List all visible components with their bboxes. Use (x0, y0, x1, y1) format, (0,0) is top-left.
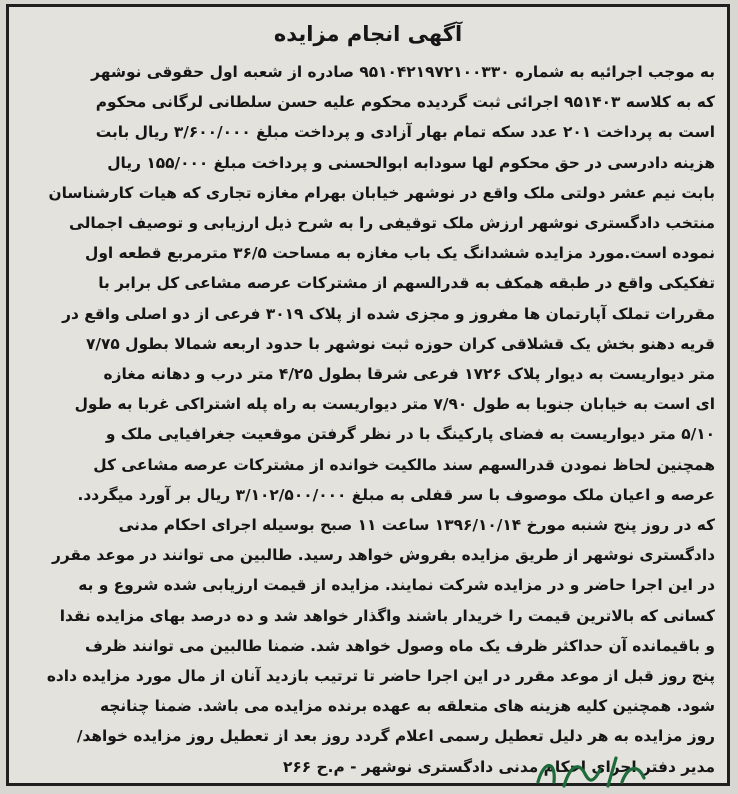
notice-line: روز مزایده به هر دلیل تعطیل رسمی اعلام گردد روز بعد از تعطیل روز مزایده خواهد/ (76, 727, 715, 746)
notice-line: همچنین لحاظ نمودن قدرالسهم سند مالکیت خوانده از مشترکات عرصه مشاعی کل (93, 455, 715, 474)
notice-line: است به پرداخت ۲۰۱ عدد سکه تمام بهار آزادی و پرداخت مبلغ ۳/۶۰۰/۰۰۰ ریال بابت (95, 123, 715, 142)
notice-body (21, 57, 715, 752)
notice-line: و باقیمانده آن حداکثر ظرف یک ماه وصول خواهد شد. ضمنا طالبین می توانند ظرف (84, 636, 715, 655)
notice-line: ۵/۱۰ متر دیواریست به فضای پارکینگ با در نظر گرفتن موقعیت جغرافیایی ملک و (105, 425, 715, 444)
notice-line: عرصه و اعیان ملک موصوف با سر قفلی به مبلغ ۳/۱۰۲/۵۰۰/۰۰۰ ریال بر آورد میگردد. (77, 485, 715, 504)
notice-line: که به کلاسه ۹۵۱۴۰۳ اجرائی ثبت گردیده محکوم علیه حسن سلطانی لرگانی محکوم (95, 93, 715, 112)
notice-line: به موجب اجرائیه به شماره ۹۵۱۰۴۲۱۹۷۲۱۰۰۳۳۰ صادره از شعبه اول حقوقی نوشهر (91, 63, 715, 81)
notice-line: پنج روز قبل از موعد مقرر در این اجرا حاضر تا ترتیب بازدید آنان از مال مورد مزایده داده (46, 667, 715, 686)
notice-signature: مدیر دفتر اجرای احکام مدنی دادگستری نوشهر - م.ح ۲۶۶ (282, 757, 715, 776)
notice-line: منتخب دادگستری نوشهر ارزش ملک توقیفی را به شرح ذیل ارزیابی و توصیف اجمالی (69, 214, 715, 233)
notice-line: مقررات تملک آپارتمان ها مفروز و مجزی شده از پلاک ۳۰۱۹ فرعی از دو اصلی واقع در (62, 304, 715, 323)
notice-line: در این اجرا حاضر و در مزایده شرکت نمایند. مزایده از قیمت ارزیابی شده شروع و به (78, 576, 715, 595)
notice-line: کسانی که بالاترین قیمت را خریدار باشند واگذار خواهد شد و ده درصد بهای مزایده نقدا (59, 606, 715, 625)
notice-line: تفکیکی واقع در طبقه همکف به قدرالسهم از مشترکات عرصه مشاعی کل برابر با (98, 274, 715, 293)
notice-line: قریه دهنو بخش یک قشلاقی کران حوزه ثبت نوشهر با حدود اربعه شمالا بطول ۷/۷۵ (85, 334, 715, 353)
notice-line: متر دیواریست به دیوار پلاک ۱۷۲۶ فرعی شرقا بطول ۴/۲۵ متر درب و دهانه مغازه (103, 365, 715, 384)
notice-line: هزینه دادرسی در حق محکوم لها سودابه ابوالحسنی و پرداخت مبلغ ۱۵۵/۰۰۰ ریال (107, 153, 715, 172)
handwritten-mark-icon (530, 752, 650, 792)
notice-line: ای است به خیابان جنوبا به طول ۷/۹۰ متر دیواریست به راه پله اشتراکی غربا به طول (74, 395, 715, 414)
notice-line: دادگستری نوشهر از طریق مزایده بفروش خواهد رسید. طالبین می توانند در موعد مقرر (51, 546, 715, 565)
notice-line: شود. همچنین کلیه هزینه های متعلقه به عهده برنده مزایده می باشد. ضمنا چنانچه (99, 697, 715, 716)
notice-line: که در روز پنج شنبه مورخ ۱۳۹۶/۱۰/۱۴ ساعت ۱۱ صبح بوسیله اجرای احکام مدنی (118, 516, 715, 535)
notice-line: نموده است.مورد مزایده ششدانگ یک باب مغازه به مساحت ۳۶/۵ مترمربع قطعه اول (84, 244, 715, 263)
notice-line: بابت نیم عشر دولتی ملک واقع در نوشهر خیابان بهرام مغازه تجاری که هیات کارشناسان (48, 183, 715, 202)
notice-title: آگهی انجام مزایده (273, 22, 463, 46)
auction-notice (6, 4, 730, 786)
